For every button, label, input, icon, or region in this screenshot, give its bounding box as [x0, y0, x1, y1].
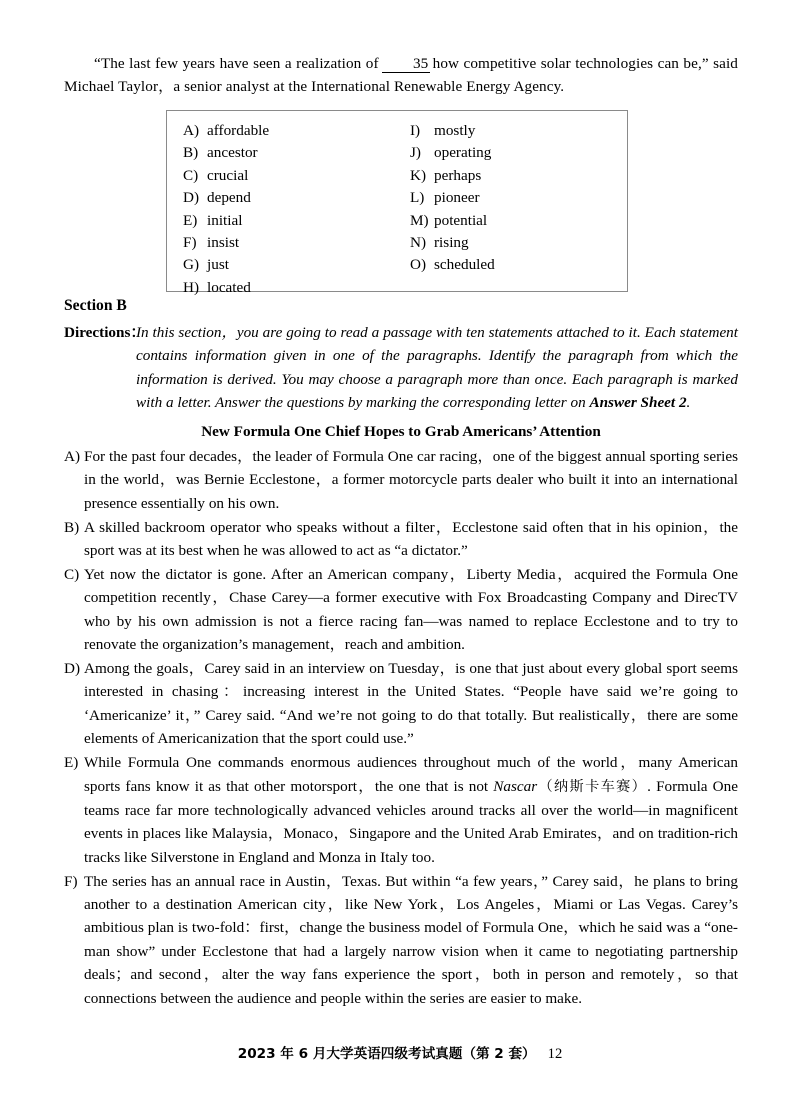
- footer-exam-label: 2023 年 6 月大学英语四级考试真题（第 2 套）: [237, 1046, 536, 1062]
- option-c-letter: C): [183, 166, 199, 184]
- option-h[interactable]: [183, 277, 269, 299]
- section-b-heading: Section B: [64, 296, 127, 314]
- directions-text-main: In this section，you are going to read a passage with ten statements attached to it. Each statement contains information given in one of the paragraphs. Identify the paragraph from which the information is derived. You may choose a paragraph more than once. Each paragraph is marked with a letter. Answer the questions by marking the corresponding letter on: [136, 323, 738, 412]
- option-d-letter: D): [183, 189, 200, 207]
- option-k-word: perhaps: [434, 166, 482, 184]
- article-title: New Formula One Chief Hopes to Grab Americans’ Attention: [201, 423, 601, 441]
- article-paragraph-c: [64, 563, 738, 657]
- option-g[interactable]: [183, 254, 269, 276]
- paragraph-e-italic-nascar: Nascar: [493, 777, 538, 795]
- answer-sheet-reference: Answer Sheet 2: [589, 394, 687, 412]
- paragraph-e-text-2: . Formula One teams race far more technologically advanced vehicles around tracks all over the world—in magnificent events in places like Malaysia，Monaco，Singapore and the United Arab Emirates，and on tradition-rich tracks like Silverstone in England and Monza in Italy too.: [84, 777, 738, 866]
- article-paragraph-d: [64, 657, 738, 751]
- option-d[interactable]: [183, 187, 269, 209]
- option-e[interactable]: [183, 210, 269, 232]
- option-h-letter: H): [183, 278, 200, 296]
- option-j-letter: J): [410, 144, 421, 162]
- option-i-word: mostly: [434, 122, 476, 139]
- option-d-word: depend: [207, 189, 251, 207]
- paragraph-e-text-1: While Formula One commands enormous audiences throughout much of the world，many American sports fans know it as that other motorsport，the one that is not: [84, 754, 738, 795]
- paragraph-d-text: Among the goals，Carey said in an interview on Tuesday，is one that just about every global sport seems interested in chasing：increasing interest in the United States. “People have said we’re going to ‘Americanize’ it，” Carey said. “And we’re not going to do that totally. But realistically，there are some elements of Americanization that the sport could use.”: [84, 660, 738, 748]
- option-m-letter: M): [410, 211, 429, 229]
- word-bank-right-column: [410, 120, 495, 277]
- paragraph-f-label: F): [64, 872, 78, 890]
- option-g-word: just: [207, 256, 229, 274]
- option-b-word: ancestor: [207, 144, 258, 162]
- article-paragraph-a: [64, 445, 738, 515]
- option-a-letter: A): [183, 122, 200, 139]
- footer-page-number: 12: [547, 1046, 563, 1062]
- lead-text-before-blank: “The last few years have seen a realization of: [94, 55, 379, 72]
- option-n-word: rising: [434, 234, 469, 252]
- option-j[interactable]: [410, 142, 495, 164]
- option-n-letter: N): [410, 234, 427, 252]
- option-h-word: located: [207, 278, 251, 296]
- option-m[interactable]: [410, 210, 495, 232]
- option-b-letter: B): [183, 144, 199, 162]
- page-content: [64, 52, 738, 1011]
- directions-block: [64, 321, 738, 415]
- lead-text-after-blank: how competitive solar technologies can be,” said Michael Taylor，a senior analyst at the International Renewable Energy Agency.: [64, 55, 738, 96]
- directions-label: Directions：: [64, 323, 146, 341]
- paragraph-c-text: Yet now the dictator is gone. After an American company，Liberty Media，acquired the Formula One competition recently，Chase Carey—a former executive with Fox Broadcasting Company and DirecTV who by his own admission is not a fierce racing fan—was named to replace Ecclestone and to try to renovate the organization’s management，reach and ambition.: [84, 565, 738, 654]
- option-k-letter: K): [410, 166, 427, 184]
- paragraph-e-label: E): [64, 754, 79, 772]
- page-footer: [0, 1044, 800, 1064]
- option-g-letter: G): [183, 256, 200, 274]
- option-b[interactable]: [183, 142, 269, 164]
- article-paragraph-e: [64, 751, 738, 869]
- paragraph-f-text: The series has an annual race in Austin，Texas. But within “a few years，” Carey said，he plans to bring another to a destination American city，like New York，Los Angeles，Miami or Las Vegas. Carey’s ambitious plan is two-fold：first，change the business model of Formula One，which he said was a “one-man show” under Ecclestone that had a largely narrow vision when it came to negotiating partnership deals；and second，alter the way fans experience the sport，both in person and remotely，so that connections between the audience and people within the series are easier to make.: [84, 872, 738, 1007]
- option-e-word: initial: [207, 211, 243, 229]
- paragraph-b-label: B): [64, 518, 80, 536]
- directions-text: [136, 321, 738, 415]
- option-l[interactable]: [410, 187, 495, 209]
- option-n[interactable]: [410, 232, 495, 254]
- paragraph-c-label: C): [64, 565, 80, 583]
- option-i-letter: I): [410, 122, 421, 139]
- option-c-word: crucial: [207, 166, 249, 184]
- paragraph-d-label: D): [64, 660, 81, 677]
- paragraph-b-text: A skilled backroom operator who speaks without a filter，Ecclestone said often that in his opinion，the sport was at its best when he was allowed to act as “a dictator.”: [84, 518, 738, 559]
- option-o-word: scheduled: [434, 256, 495, 274]
- option-f-letter: F): [183, 234, 197, 252]
- option-o[interactable]: [410, 254, 495, 276]
- option-e-letter: E): [183, 211, 198, 229]
- option-m-word: potential: [434, 211, 488, 229]
- paragraph-e-chinese-gloss: （纳斯卡车赛）: [537, 778, 648, 795]
- option-c[interactable]: [183, 165, 269, 187]
- option-l-letter: L): [410, 189, 425, 207]
- word-bank-box: [166, 110, 628, 296]
- article-paragraph-f: [64, 870, 738, 1010]
- option-a[interactable]: [183, 120, 269, 142]
- lead-paragraph: [64, 52, 738, 99]
- option-k[interactable]: [410, 165, 495, 187]
- option-f[interactable]: [183, 232, 269, 254]
- directions-text-tail: .: [686, 394, 691, 412]
- option-o-letter: O): [410, 256, 427, 274]
- paragraph-a-text: For the past four decades，the leader of Formula One car racing，one of the biggest annual sporting series in the world，was Bernie Ecclestone，a former motorcycle parts dealer who built it into an international presence essentially on his own.: [84, 447, 738, 512]
- option-j-word: operating: [434, 144, 492, 162]
- option-a-word: affordable: [207, 122, 270, 139]
- option-i[interactable]: [410, 120, 495, 142]
- option-f-word: insist: [207, 234, 240, 252]
- article-paragraph-b: [64, 516, 738, 563]
- word-bank-left-column: [183, 120, 269, 299]
- option-l-word: pioneer: [434, 189, 480, 207]
- blank-35: 35: [382, 56, 430, 73]
- paragraph-a-label: A): [64, 447, 81, 465]
